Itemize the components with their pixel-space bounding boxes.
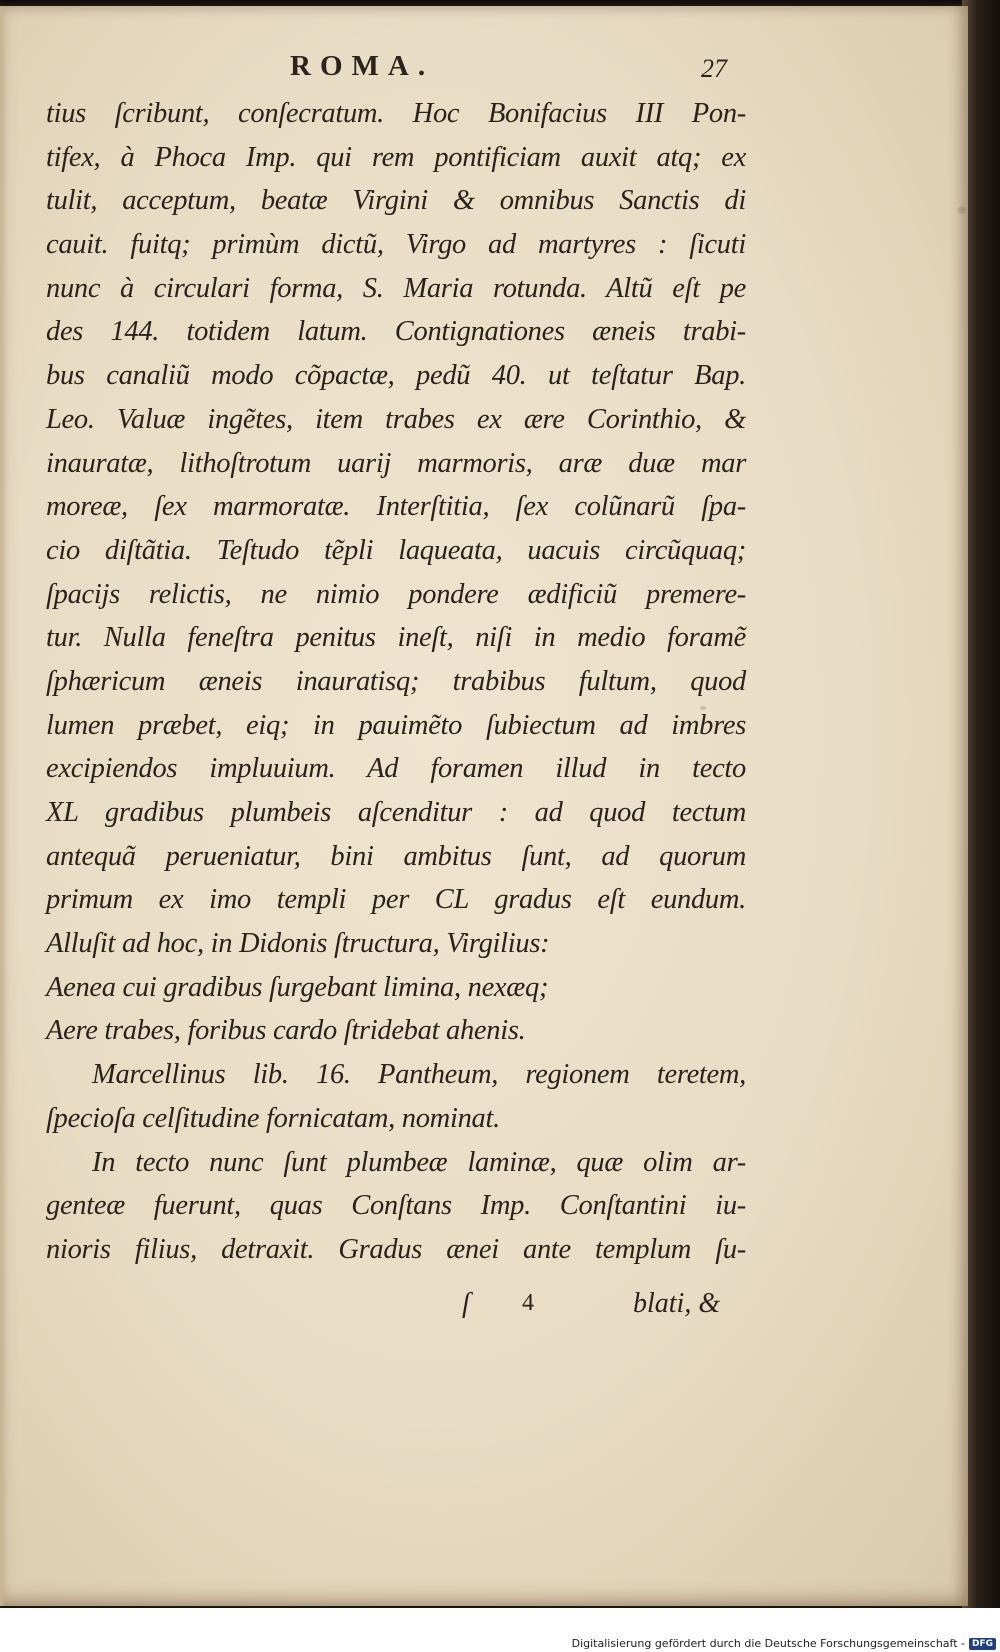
text-line: ſphæricum æneis inauratisq; trabibus fultum, quod xyxy=(46,665,746,697)
text-line: primum ex imo templi per CL gradus eſt eundum. xyxy=(46,884,746,916)
verse-line: Aere trabes, foribus cardo ſtridebat ahenis. xyxy=(46,1015,526,1047)
signature-mark: ſ xyxy=(462,1288,470,1319)
text-line: tulit, acceptum, beatæ Virgini & omnibus Sanctis di xyxy=(46,185,746,217)
text-line: genteæ fuerunt, quas Conſtans Imp. Conſtantini iu- xyxy=(46,1190,746,1222)
text-line: moreæ, ſex marmoratæ. Interſtitia, ſex colũnarũ ſpa- xyxy=(46,491,746,523)
page-number: 27 xyxy=(701,54,727,83)
text-line: cio diſtãtia. Teſtudo tẽpli laqueata, uacuis circũquaq; xyxy=(46,534,746,566)
text-line: bus canaliũ modo cõpactæ, pedũ 40. ut teſtatur Bap. xyxy=(46,360,746,392)
text-line: lumen præbet, eiq; in pauimẽto ſubiectum ad imbres xyxy=(46,709,746,741)
text-line: ſpecioſa celſitudine fornicatam, nominat. xyxy=(46,1102,500,1134)
page-gutter-shadow xyxy=(0,6,6,1606)
dfg-logo: DFG xyxy=(969,1638,996,1650)
text-line: excipiendos impluuium. Ad foramen illud in tecto xyxy=(46,753,746,785)
text-line: des 144. totidem latum. Contignationes æneis trabi- xyxy=(46,316,746,348)
text-line: ſpacijs relictis, ne nimio pondere ædificiũ premere- xyxy=(46,578,746,610)
text-line: cauit. fuitq; primùm dictũ, Virgo ad martyres : ſicuti xyxy=(46,229,746,261)
foxing-spot xyxy=(958,206,966,214)
book-page xyxy=(0,6,968,1606)
text-line: inauratæ, lithoſtrotum uarij marmoris, aræ duæ mar xyxy=(46,447,746,479)
signature-line xyxy=(0,1288,968,1328)
footer-text: Digitalisierung gefördert durch die Deutsche Forschungsgemeinschaft - xyxy=(571,1637,965,1650)
text-block xyxy=(46,92,746,1272)
catchword: blati, & xyxy=(633,1288,721,1319)
paragraph-start-line: Marcellinus lib. 16. Pantheum, regionem teretem, xyxy=(92,1059,746,1091)
text-line: nunc à circulari forma, S. Maria rotunda. Altũ eſt pe xyxy=(46,272,746,304)
text-line: antequã perueniatur, bini ambitus ſunt, ad quorum xyxy=(46,840,746,872)
text-line: tius ſcribunt, conſecratum. Hoc Bonifacius III Pon- xyxy=(46,98,746,129)
text-line: XL gradibus plumbeis aſcenditur : ad quod tectum xyxy=(46,797,746,828)
footer-credit xyxy=(572,1637,996,1650)
scan-footer-bar xyxy=(0,1608,1000,1652)
running-head: ROMA. xyxy=(290,50,435,82)
text-line: tifex, à Phoca Imp. qui rem pontificiam auxit atq; ex xyxy=(46,141,746,173)
paragraph-start-line: In tecto nunc ſunt plumbeæ laminæ, quæ olim ar- xyxy=(92,1146,746,1178)
text-line: Alluſit ad hoc, in Didonis ſtructura, Virgilius: xyxy=(46,928,550,960)
text-line: tur. Nulla feneſtra penitus ineſt, niſi in medio foramẽ xyxy=(46,622,746,654)
text-line: Leo. Valuæ ingẽtes, item trabes ex ære Corinthio, & xyxy=(46,403,746,435)
text-line: nioris filius, detraxit. Gradus ænei ante templum ſu- xyxy=(46,1233,746,1265)
signature-number: 4 xyxy=(522,1290,534,1316)
verse-line: Aenea cui gradibus ſurgebant limina, nexæq; xyxy=(46,971,549,1003)
